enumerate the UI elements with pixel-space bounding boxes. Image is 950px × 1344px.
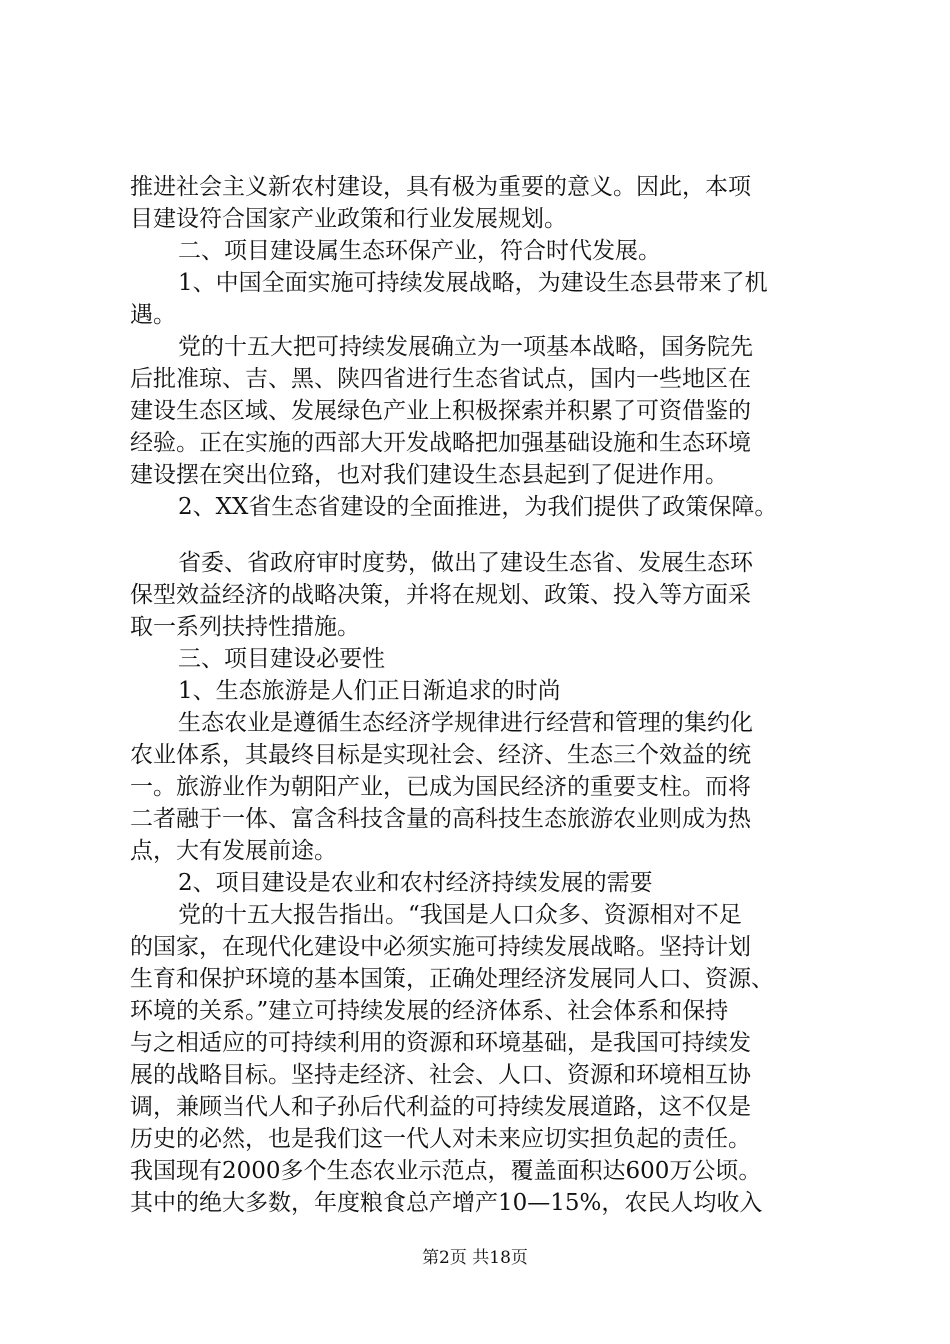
text-line: 农业体系，其最终目标是实现社会、经济、生态三个效益的统 (130, 742, 751, 768)
text-line: 生态农业是遵循生态经济学规律进行经营和管理的集约化 (178, 710, 753, 736)
text-line: 1、中国全面实施可持续发展战略，为建设生态县带来了机 (178, 270, 768, 296)
text-line: 的国家，在现代化建设中必须实施可持续发展战略。坚持计划 (130, 934, 751, 960)
text-line: 2、项目建设是农业和农村经济持续发展的需要 (178, 870, 653, 896)
text-line: 2、XX省生态省建设的全面推进，为我们提供了政策保障。 (178, 494, 778, 520)
text-line: 生育和保护环境的基本国策，正确处理经济发展同人口、资源、 (130, 966, 774, 992)
text-line: 目建设符合国家产业政策和行业发展规划。 (130, 206, 567, 232)
text-line: 环境的关系。”建立可持续发展的经济体系、社会体系和保持 (130, 998, 729, 1024)
text-line: 推进社会主义新农村建设，具有极为重要的意义。因此，本项 (130, 174, 751, 200)
text-line: 经验。正在实施的西部大开发战略把加强基础设施和生态环境 (130, 430, 751, 456)
text-line: 后批准琼、吉、黑、陕四省进行生态省试点，国内一些地区在 (130, 366, 751, 392)
text-line: 建设生态区域、发展绿色产业上积极探索并积累了可资借鉴的 (130, 398, 751, 424)
text-line: 二者融于一体、富含科技含量的高科技生态旅游农业则成为热 (130, 806, 751, 832)
text-line: 遇。 (130, 302, 176, 328)
text-line: 一。旅游业作为朝阳产业，已成为国民经济的重要支柱。而将 (130, 774, 751, 800)
paragraph-spacer (130, 523, 840, 547)
text-line: 保型效益经济的战略决策，并将在规划、政策、投入等方面采 (130, 582, 751, 608)
page-number-footer: 第2页 共18页 (422, 1248, 528, 1268)
text-line: 其中的绝大多数，年度粮食总产增产10—15%，农民人均收入 (130, 1190, 763, 1216)
text-line: 省委、省政府审时度势，做出了建设生态省、发展生态环 (178, 550, 753, 576)
document-body (130, 171, 840, 1219)
text-line: 历史的必然，也是我们这一代人对未来应切实担负起的责任。 (130, 1126, 751, 1152)
text-line: 我国现有2000多个生态农业示范点，覆盖面积达600万公顷。 (130, 1158, 762, 1184)
text-line: 1、生态旅游是人们正日渐追求的时尚 (178, 678, 561, 704)
text-line: 三、项目建设必要性 (178, 646, 385, 672)
text-line: 建设摆在突出位臵，也对我们建设生态县起到了促进作用。 (130, 462, 728, 488)
text-line: 调，兼顾当代人和子孙后代利益的可持续发展道路，这不仅是 (130, 1094, 751, 1120)
text-line: 党的十五大把可持续发展确立为一项基本战略，国务院先 (178, 334, 753, 360)
text-line: 展的战略目标。坚持走经济、社会、人口、资源和环境相互协 (130, 1062, 751, 1088)
text-line: 二、项目建设属生态环保产业，符合时代发展。 (178, 238, 661, 264)
text-line: 点，大有发展前途。 (130, 838, 337, 864)
text-line: 党的十五大报告指出。“我国是人口众多、资源相对不足 (178, 902, 742, 928)
text-line: 与之相适应的可持续利用的资源和环境基础，是我国可持续发 (130, 1030, 751, 1056)
text-line: 取一系列扶持性措施。 (130, 614, 360, 640)
